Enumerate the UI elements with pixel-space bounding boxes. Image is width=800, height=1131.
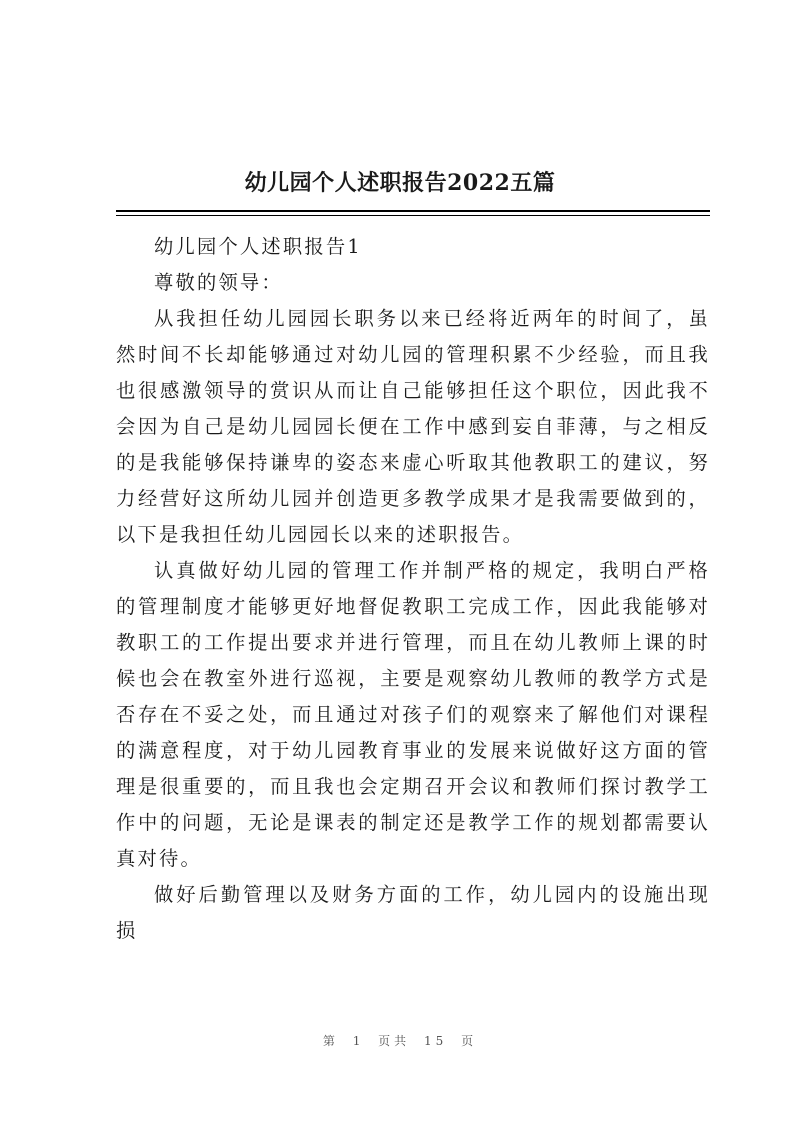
page-footer [0,1032,800,1049]
body-paragraph: 做好后勤管理以及财务方面的工作，幼儿园内的设施出现损 [116,883,710,942]
footer-page-number: 1 [352,1034,365,1048]
body-paragraph: 认真做好幼儿园的管理工作并制严格的规定，我明白严格的管理制度才能够更好地督促教职工完成工作，因此我能够对教职工的工作提出要求并进行管理，而且在幼儿教师上课的时候也会在教室外进行巡视，主要是观察幼儿教师的教学方式是否存在不妥之处，而且通过对孩子们的观察来了解他们对课程的满意程度，对于幼儿园教育事业的发展来说做好这方面的管理是很重要的，而且我也会定期召开会议和教师们探讨教学工作中的问题，无论是课表的制定还是教学工作的规划都需要认真对待。 [116,559,710,870]
footer-prefix: 第 [322,1034,339,1048]
document-body [116,229,710,949]
salutation: 尊敬的领导： [154,271,283,294]
section-heading: 幼儿园个人述职报告1 [154,235,362,258]
footer-middle: 页共 [378,1034,411,1048]
title-divider-thick [116,210,710,212]
title-divider-thin [116,215,710,216]
body-paragraph: 从我担任幼儿园园长职务以来已经将近两年的时间了，虽然时间不长却能够通过对幼儿园的管理积累不少经验，而且我也很感激领导的赏识从而让自己能够担任这个职位，因此我不会因为自己是幼儿园园长便在工作中感到妄自菲薄，与之相反的是我能够保持谦卑的姿态来虚心听取其他教职工的建议，努力经营好这所幼儿园并创造更多教学成果才是我需要做到的，以下是我担任幼儿园园长以来的述职报告。 [116,307,710,546]
footer-suffix: 页 [461,1034,478,1048]
document-title: 幼儿园个人述职报告2022五篇 [244,170,556,196]
footer-total-pages: 15 [424,1034,448,1048]
